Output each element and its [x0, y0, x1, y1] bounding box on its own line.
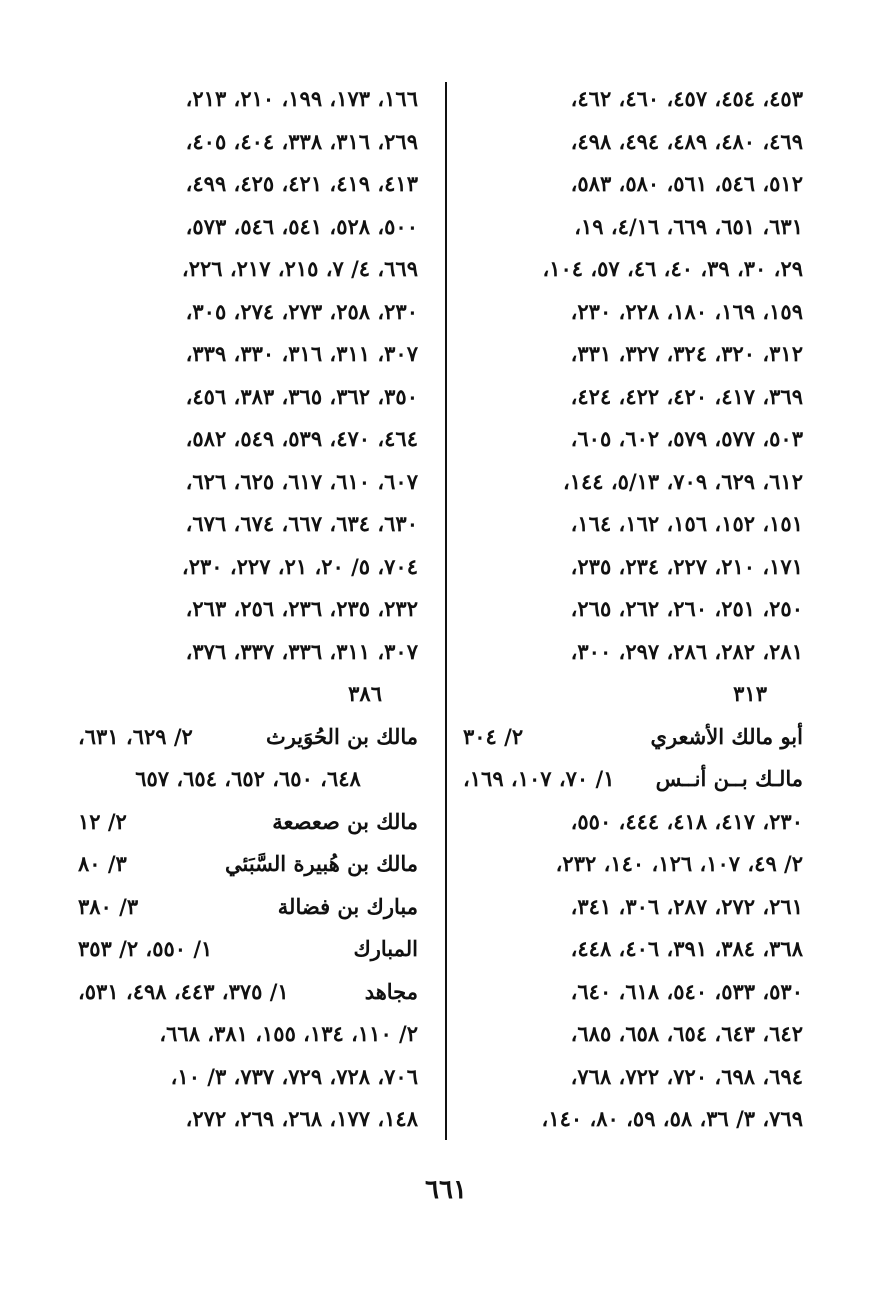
index-line: ٣٠٧، ٣١١، ٣١٦، ٣٣٠، ٣٣٩،	[185, 341, 418, 366]
index-entry-mubarak-fadala	[78, 886, 418, 929]
index-line: ٥٠٣، ٥٧٧، ٥٧٩، ٦٠٢، ٦٠٥،	[570, 426, 803, 451]
entry-refs: ٣/ ٨٠	[78, 851, 127, 876]
index-line: ٢/ ٤٩، ١٠٧، ١٢٦، ١٤٠، ٢٣٢،	[555, 851, 803, 876]
index-line: ٦٠٧، ٦١٠، ٦١٧، ٦٢٥، ٦٢٦،	[185, 468, 418, 494]
entry-name: مالك بن هُبيرة السَّبَئي	[225, 851, 418, 876]
index-line: ١٥٩، ١٦٩، ١٨٠، ٢٢٨، ٢٣٠،	[570, 298, 803, 324]
index-line: ٦٤٨، ٦٥٠، ٦٥٢، ٦٥٤، ٦٥٧	[135, 766, 361, 791]
index-entry-mujahid	[78, 971, 418, 1014]
index-line: ٤٦٩، ٤٨٠، ٤٨٩، ٤٩٤، ٤٩٨،	[570, 128, 803, 154]
index-line: ٦١٢، ٦٢٩، ٧٠٩، ٥/١٣، ١٤٤،	[562, 468, 803, 494]
index-line: ٣٠٧، ٣١١، ٣٣٦، ٣٣٧، ٣٧٦،	[185, 638, 418, 664]
entry-refs: ٢/ ٦٢٩، ٦٣١،	[78, 723, 193, 749]
index-line: ٣١٢، ٣٢٠، ٣٢٤، ٣٢٧، ٣٣١،	[570, 341, 803, 366]
index-line: ٦٤٢، ٦٤٣، ٦٥٤، ٦٥٨، ٦٨٥،	[570, 1021, 803, 1046]
entry-name: مالك بن صعصعة	[272, 808, 418, 834]
index-line: ٢٦٩، ٣١٦، ٣٣٨، ٤٠٤، ٤٠٥،	[185, 128, 418, 154]
index-line: ١٥١، ١٥٢، ١٥٦، ١٦٢، ١٦٤،	[570, 511, 803, 536]
index-line: ٥٣٠، ٥٣٣، ٥٤٠، ٦١٨، ٦٤٠،	[570, 978, 803, 1004]
index-line: ٦٩٤، ٦٩٨، ٧٢٠، ٧٢٢، ٧٦٨،	[570, 1063, 803, 1089]
index-line: ٣٥٠، ٣٦٢، ٣٦٥، ٣٨٣، ٤٥٦،	[185, 383, 418, 409]
index-line: ٦٣٠، ٦٣٤، ٦٦٧، ٦٧٤، ٦٧٦،	[185, 511, 418, 536]
index-line: ٦٦٩، ٤/ ٧، ٢١٥، ٢١٧، ٢٢٦،	[181, 256, 418, 281]
entry-name: مالك بن الحُوَيرث	[265, 723, 418, 749]
index-line: ٢٩، ٣٠، ٣٩، ٤٠، ٤٦، ٥٧، ١٠٤،	[542, 256, 803, 281]
index-line: ٥١٢، ٥٤٦، ٥٦١، ٥٨٠، ٥٨٣،	[570, 171, 803, 196]
index-line: ٢٣٠، ٢٥٨، ٢٧٣، ٢٧٤، ٣٠٥،	[185, 298, 418, 324]
column-divider	[445, 82, 447, 1140]
entry-refs: ٣/ ٣٨٠	[78, 893, 139, 919]
index-entry-mubarak	[78, 928, 418, 971]
index-line: ٢٥٠، ٢٥١، ٢٦٠، ٢٦٢، ٢٦٥،	[570, 596, 803, 621]
index-line: ٥٠٠، ٥٢٨، ٥٤١، ٥٤٦، ٥٧٣،	[185, 213, 418, 239]
index-line: ١٦٦، ١٧٣، ١٩٩، ٢١٠، ٢١٣،	[185, 86, 418, 111]
page-number: ٦٦١	[425, 1175, 467, 1205]
index-line: ٧٠٤، ٥/ ٢٠، ٢١، ٢٢٧، ٢٣٠،	[181, 553, 418, 579]
index-line: ٢٣٠، ٤١٧، ٤١٨، ٤٤٤، ٥٥٠،	[570, 808, 803, 834]
index-line: ١٧١، ٢١٠، ٢٢٧، ٢٣٤، ٢٣٥،	[570, 553, 803, 579]
index-line: ٢٦١، ٢٧٢، ٢٨٧، ٣٠٦، ٣٤١،	[570, 893, 803, 919]
entry-name: أبو مالك الأشعري	[650, 723, 803, 749]
index-line: ٣٦٨، ٣٨٤، ٣٩١، ٤٠٦، ٤٤٨،	[570, 936, 803, 961]
index-line: ٢/ ١١٠، ١٣٤، ١٥٥، ٣٨١، ٦٦٨،	[159, 1021, 418, 1046]
index-entry-malik-sasaa	[78, 801, 418, 844]
index-entry-malik-hubayra	[78, 843, 418, 886]
index-line: ١٤٨، ١٧٧، ٢٦٨، ٢٦٩، ٢٧٢،	[185, 1106, 418, 1131]
index-line: ٣٨٦	[348, 681, 382, 706]
index-line: ٣١٣	[733, 681, 767, 706]
index-line: ٧٦٩، ٣/ ٣٦، ٥٨، ٥٩، ٨٠، ١٤٠،	[541, 1106, 803, 1131]
index-line: ٧٠٦، ٧٢٨، ٧٢٩، ٧٣٧، ٣/ ١٠،	[170, 1063, 418, 1089]
index-column-right	[463, 78, 803, 1141]
index-line: ٦٣١، ٦٥١، ٦٦٩، ٤/١٦، ١٩،	[574, 213, 803, 239]
entry-name: مبارك بن فضالة	[277, 893, 418, 919]
index-line: ٤٥٣، ٤٥٤، ٤٥٧، ٤٦٠، ٤٦٢،	[570, 86, 803, 111]
entry-refs: ٢/ ١٢	[78, 808, 127, 834]
index-entry-abu-malik	[463, 716, 803, 759]
entry-refs: ٢/ ٣٠٤	[463, 723, 524, 749]
index-column-left	[78, 78, 418, 1141]
entry-refs: ١/ ٧٠، ١٠٧، ١٦٩،	[463, 766, 615, 791]
entry-name: مجاهد	[364, 978, 418, 1004]
index-line: ٢٨١، ٢٨٢، ٢٨٦، ٢٩٧، ٣٠٠،	[570, 638, 803, 664]
index-line: ٤٦٤، ٤٧٠، ٥٣٩، ٥٤٩، ٥٨٢،	[185, 426, 418, 451]
index-line: ٤١٣، ٤١٩، ٤٢١، ٤٢٥، ٤٩٩،	[185, 171, 418, 196]
entry-name: المبارك	[353, 936, 418, 961]
index-entry-malik-huwayrith	[78, 716, 418, 759]
entry-refs: ١/ ٥٥٠، ٢/ ٣٥٣	[78, 936, 213, 961]
index-line: ٢٣٢، ٢٣٥، ٢٣٦، ٢٥٦، ٢٦٣،	[185, 596, 418, 621]
index-entry-malik-anas	[463, 758, 803, 801]
index-line: ٣٦٩، ٤١٧، ٤٢٠، ٤٢٢، ٤٢٤،	[570, 383, 803, 409]
entry-name: مالـك بــن أنــس	[655, 766, 803, 791]
entry-refs: ١/ ٣٧٥، ٤٤٣، ٤٩٨، ٥٣١،	[78, 978, 289, 1004]
